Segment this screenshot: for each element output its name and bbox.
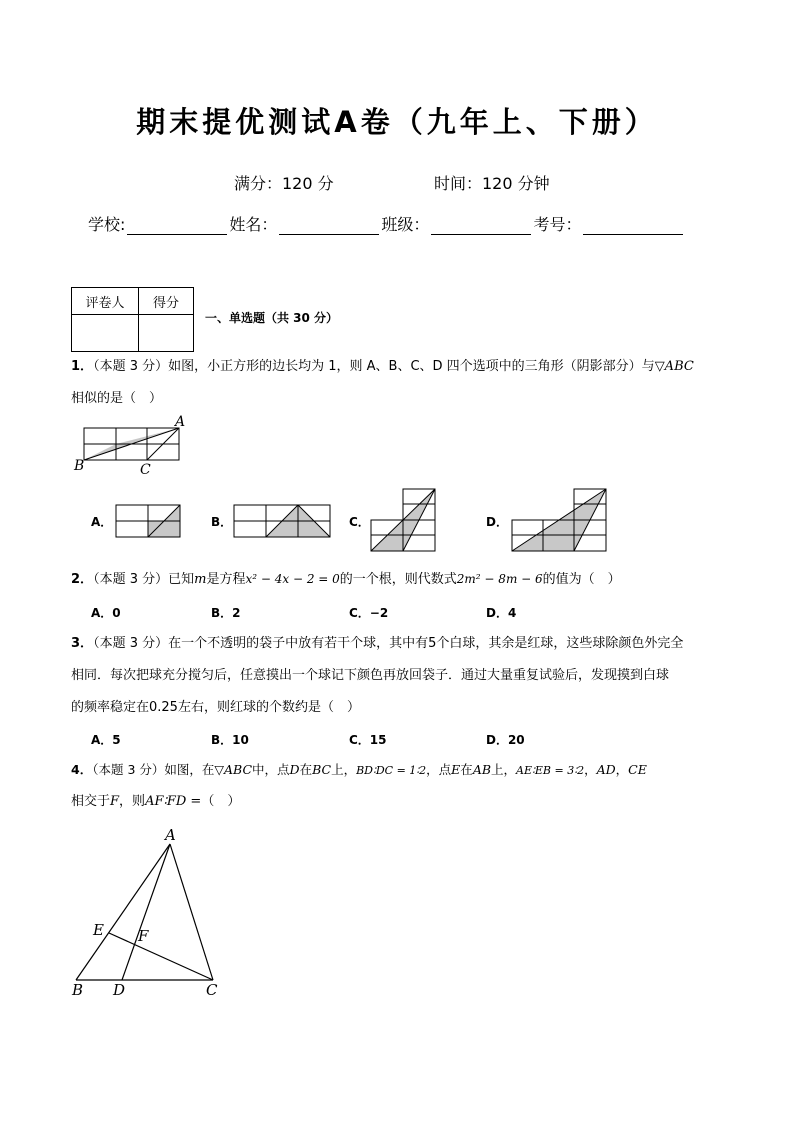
q2-equation: x² − 4x − 2 = 0 xyxy=(245,572,340,586)
q1-option-A-figure xyxy=(116,505,180,537)
q1-number: 1 xyxy=(71,359,81,374)
q1-option-C[interactable]: C． xyxy=(349,515,370,529)
q3-option-A[interactable]: A．5 xyxy=(91,733,121,747)
q1-option-D[interactable]: D． xyxy=(486,515,508,529)
q3-line1: 3．（本题 3 分）在一个不透明的袋子中放有若干个球，其中有5个白球，其余是红球，这些球除颜色外完全 xyxy=(71,636,684,651)
q1-label-A: A xyxy=(175,414,186,430)
score-cell[interactable] xyxy=(139,315,194,352)
q4-label-D: D xyxy=(113,981,126,999)
q4-number: 4 xyxy=(71,762,80,777)
exam-time: 时间：120 分钟 xyxy=(434,174,550,193)
q1-line1: 1．（本题 3 分）如图，小正方形的边长均为 1，则 A、B、C、D 四个选项中的三角形（阴影部分）与▽ABC xyxy=(71,359,694,374)
q3-option-B[interactable]: B．10 xyxy=(211,733,249,747)
q2-option-B[interactable]: B．2 xyxy=(211,606,241,620)
q3-line3: 的频率稳定在0.25左右，则红球的个数约是（ ） xyxy=(71,700,360,715)
full-score: 满分：120 分 xyxy=(234,174,334,193)
reviewer-cell[interactable] xyxy=(72,315,139,352)
q4-triangle-figure xyxy=(70,824,230,1004)
q4-label-C: C xyxy=(206,981,218,999)
q2-option-D[interactable]: D．4 xyxy=(486,606,517,620)
q1-label-B: B xyxy=(74,458,85,474)
q1-option-D-figure xyxy=(512,489,606,551)
q2-option-A[interactable]: A．0 xyxy=(91,606,121,620)
q3-number: 3 xyxy=(71,636,81,651)
school-blank[interactable] xyxy=(127,216,227,235)
q1-option-B[interactable]: B． xyxy=(211,515,233,529)
reviewer-header: 评卷人 xyxy=(72,288,139,315)
class-label: 班级： xyxy=(381,215,430,234)
q4-line2: 相交于F，则AF∶FD =（ ） xyxy=(71,794,241,809)
q4-label-B: B xyxy=(72,981,84,999)
score-table xyxy=(71,287,194,352)
q1-line2: 相似的是（ ） xyxy=(71,391,163,406)
q4-line1: 4．（本题 3 分）如图，在▽ABC中，点D在BC上，BD∶DC = 1∶2，点E在AB上，AE∶EB = 3∶2，AD，CE xyxy=(71,762,647,777)
section-title: 一、单选题（共 30 分） xyxy=(205,311,339,325)
score-header: 得分 xyxy=(139,288,194,315)
q1-option-C-figure xyxy=(371,489,435,551)
q3-option-D[interactable]: D．20 xyxy=(486,733,525,747)
q4-label-A: A xyxy=(165,826,176,844)
q2-number: 2 xyxy=(71,572,81,587)
q1-option-B-figure xyxy=(234,505,330,537)
name-blank[interactable] xyxy=(279,216,379,235)
q3-line2: 相同．每次把球充分搅匀后，任意摸出一个球记下颜色再放回袋子．通过大量重复试验后，发现摸到白球 xyxy=(71,668,670,683)
q2-line: 2．（本题 3 分）已知m是方程x² − 4x − 2 = 0的一个根，则代数式2m² − 8m − 6的值为（ ） xyxy=(71,572,621,587)
q2-option-C[interactable]: C．−2 xyxy=(349,606,389,620)
q2-expression: 2m² − 8m − 6 xyxy=(456,572,543,586)
exam-number-blank[interactable] xyxy=(583,216,683,235)
school-label: 学校: xyxy=(88,215,126,234)
page-title: 期末提优测试A卷（九年上、下册） xyxy=(136,105,658,139)
exam-number-label: 考号： xyxy=(533,215,582,234)
q4-label-F: F xyxy=(138,927,149,945)
q3-option-C[interactable]: C．15 xyxy=(349,733,387,747)
q1-option-A[interactable]: A． xyxy=(91,515,113,529)
q1-label-C: C xyxy=(140,462,151,478)
q1-main-figure xyxy=(74,414,186,478)
q4-label-E: E xyxy=(93,921,104,939)
student-info-row xyxy=(88,212,685,235)
name-label: 姓名： xyxy=(229,215,278,234)
class-blank[interactable] xyxy=(431,216,531,235)
